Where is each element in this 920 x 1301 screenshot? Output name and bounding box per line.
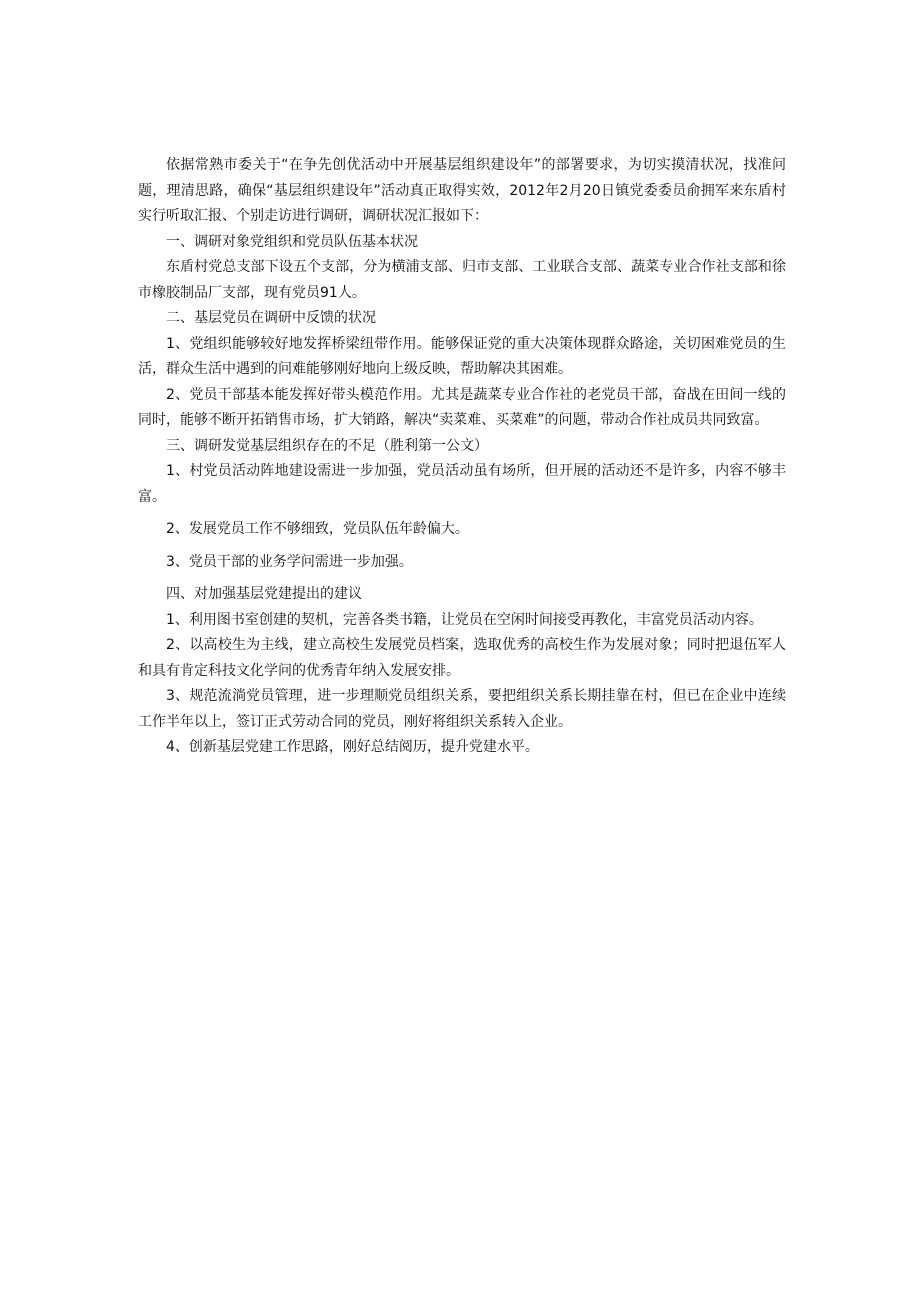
section-heading-3: 三、调研发觉基层组织存在的不足（胜利第一公文） (166, 437, 488, 454)
document-body (138, 153, 786, 761)
section-4-item-3: 3、规范流淌党员管理，进一步理顺党员组织关系，要把组织关系长期挂靠在村，但已在企业中连续工作半年以上，签订正式劳动合同的党员，刚好将组织关系转入企业。 (138, 688, 786, 730)
section-heading-2: 二、基层党员在调研中反馈的状况 (166, 310, 376, 326)
section-1-paragraph: 东盾村党总支部下设五个支部，分为横浦支部、归市支部、工业联合支部、蔬菜专业合作社支部和徐市橡胶制品厂支部，现有党员91人。 (138, 259, 786, 301)
section-3-item-2: 2、发展党员工作不够细致，党员队伍年龄偏大。 (166, 521, 469, 537)
section-3-item-3: 3、党员干部的业务学问需进一步加强。 (166, 553, 413, 570)
intro-paragraph: 依据常熟市委关于“在争先创优活动中开展基层组织建设年”的部署要求，为切实摸清状况，找准问题，理清思路，确保“基层组织建设年”活动真正取得实效，2012年2月20日镇党委委员俞拥军来东盾村实行听取汇报、个别走访进行调研，调研状况汇报如下： (138, 157, 786, 224)
section-heading-1: 一、调研对象党组织和党员队伍基本状况 (166, 233, 418, 250)
section-heading-4: 四、对加强基层党建提出的建议 (166, 586, 362, 602)
section-2-item-1: 1、党组织能够较好地发挥桥梁纽带作用。能够保证党的重大决策体现群众路途，关切困难党员的生活，群众生活中遇到的问难能够刚好地向上级反映，帮助解决其困难。 (138, 335, 786, 377)
section-4-item-2: 2、以高校生为主线，建立高校生发展党员档案，选取优秀的高校生作为发展对象；同时把退伍军人和具有肯定科技文化学问的优秀青年纳入发展安排。 (138, 637, 786, 679)
section-2-item-2: 2、党员干部基本能发挥好带头模范作用。尤其是蔬菜专业合作社的老党员干部，奋战在田间一线的同时，能够不断开拓销售市场，扩大销路，解决“卖菜难、买菜难”的问题，带动合作社成员共同致富。 (138, 386, 786, 428)
section-3-item-1: 1、村党员活动阵地建设需进一步加强，党员活动虽有场所，但开展的活动还不是许多，内容不够丰富。 (138, 463, 786, 505)
section-4-item-1: 1、利用图书室创建的契机，完善各类书籍，让党员在空闲时间接受再教化，丰富党员活动内容。 (166, 611, 763, 628)
section-4-item-4: 4、创新基层党建工作思路，刚好总结阅历，提升党建水平。 (166, 739, 539, 755)
